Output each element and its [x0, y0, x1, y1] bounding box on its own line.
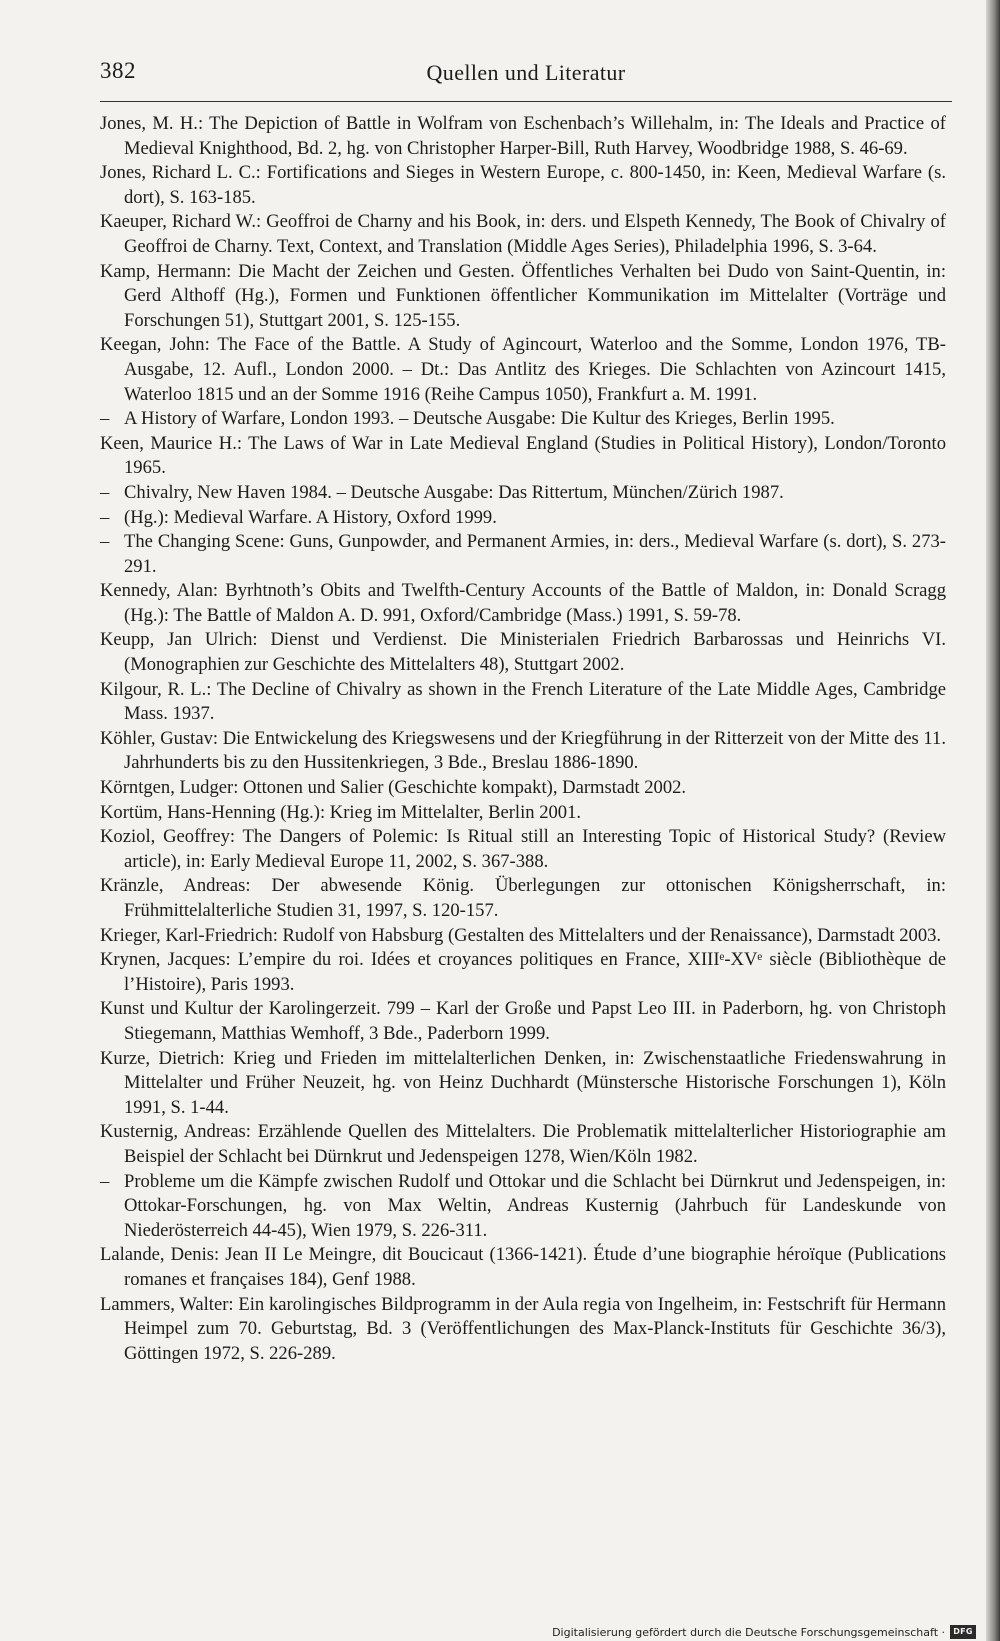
bibliography-entry: [100, 874, 946, 923]
bibliography-entry: [100, 924, 946, 949]
bibliography-entry: [100, 825, 946, 874]
bibliography-subentry: [100, 407, 946, 432]
entry-text: Kränzle, Andreas: Der abwesende König. Überlegungen zur ottonischen Königsherrschaft, in: Frühmittelalterliche Studien 31, 1997, S. 120-157.: [100, 875, 946, 921]
bibliography-entry: [100, 727, 946, 776]
bibliography-entry: [100, 776, 946, 801]
bibliography-entry: [100, 112, 946, 161]
entry-text: Jones, M. H.: The Depiction of Battle in Wolfram von Eschenbach’s Willehalm, in: The Ideals and Practice of Medieval Knighthood, Bd. 2, hg. von Christopher Harper-Bill, Ruth Harvey, Woodbridge 1988, S. 46-69.: [100, 113, 946, 159]
running-head: Quellen und Literatur: [426, 60, 626, 85]
page-number: 382: [100, 58, 136, 83]
bibliography-subentry: [100, 506, 946, 531]
bibliography-subentry: [100, 1170, 946, 1244]
entry-text: Kurze, Dietrich: Krieg und Frieden im mittelalterlichen Denken, in: Zwischenstaatliche Friedenswahrung in Mittelalter und Früher Neuzeit, hg. von Heinz Duchhardt (Münstersche Historische Forschungen 1), Köln 1991, S. 1-44.: [100, 1047, 946, 1118]
page-edge-shadow: [986, 0, 1000, 1641]
bibliography-entry: [100, 1243, 946, 1292]
entry-text: Kaeuper, Richard W.: Geoffroi de Charny and his Book, in: ders. und Elspeth Kennedy, The Book of Chivalry of Geoffroi de Charny. Text, Context, and Translation (Middle Ages Series), Philadelphia 1996, S. 3-64.: [100, 211, 946, 257]
entry-text: (Hg.): Medieval Warfare. A History, Oxford 1999.: [124, 506, 497, 528]
entry-dash: –: [100, 408, 110, 430]
entry-text: Krieger, Karl-Friedrich: Rudolf von Habsburg (Gestalten des Mittelalters und der Renaissance), Darmstadt 2003.: [100, 924, 942, 946]
entry-text: Körntgen, Ludger: Ottonen und Salier (Geschichte kompakt), Darmstadt 2002.: [100, 777, 687, 799]
digitization-footer: [552, 1623, 976, 1641]
entry-text: Keen, Maurice H.: The Laws of War in Late Medieval England (Studies in Political History), London/Toronto 1965.: [100, 432, 946, 479]
entry-text: Probleme um die Kämpfe zwischen Rudolf und Ottokar und die Schlacht bei Dürnkrut und Jedenspeigen, in: Ottokar-Forschungen, hg. von Max Weltin, Andreas Kusternig (Jahrbuch für Landeskunde von Niederösterreich 44-45), Wien 1979, S. 226-311.: [124, 1170, 946, 1241]
bibliography-entry: [100, 801, 946, 826]
bibliography-entry: [100, 1047, 946, 1121]
entry-text: A History of Warfare, London 1993. – Deutsche Ausgabe: Die Kultur des Krieges, Berlin 1995.: [124, 408, 835, 430]
bibliography-entry: [100, 161, 946, 210]
bibliography-list: [100, 112, 946, 1366]
bibliography-entry: [100, 628, 946, 677]
entry-dash: –: [100, 481, 110, 503]
entry-text: Keegan, John: The Face of the Battle. A Study of Agincourt, Waterloo and the Somme, London 1976, TB-Ausgabe, 12. Aufl., London 2000. – Dt.: Das Antlitz des Krieges. Die Schlachten von Azincourt 1415, Waterloo 1815 und an der Somme 1916 (Reihe Campus 1050), Frankfurt a. M. 1991.: [100, 334, 946, 405]
bibliography-entry: [100, 260, 946, 334]
entry-text: Lalande, Denis: Jean II Le Meingre, dit Boucicaut (1366-1421). Étude d’une biographie héroïque (Publications romanes et françaises 184), Genf 1988.: [100, 1244, 946, 1290]
dfg-logo: DFG: [950, 1625, 976, 1639]
bibliography-entry: [100, 210, 946, 259]
bibliography-entry: [100, 333, 946, 407]
footer-text: Digitalisierung gefördert durch die Deutsche Forschungsgemeinschaft ·: [552, 1625, 945, 1639]
entry-text: Kunst und Kultur der Karolingerzeit. 799 – Karl der Große und Papst Leo III. in Paderborn, hg. von Christoph Stiegemann, Matthias Wemhoff, 3 Bde., Paderborn 1999.: [100, 998, 946, 1044]
entry-dash: –: [100, 531, 110, 553]
entry-text: Kamp, Hermann: Die Macht der Zeichen und Gesten. Öffentliches Verhalten bei Dudo von Saint-Quentin, in: Gerd Althoff (Hg.), Formen und Funktionen öffentlicher Kommunikation im Mittelalter (Vorträge und Forschungen 51), Stuttgart 2001, S. 125-155.: [100, 260, 946, 331]
entry-text: Kennedy, Alan: Byrhtnoth’s Obits and Twelfth-Century Accounts of the Battle of Maldon, in: Donald Scragg (Hg.): The Battle of Maldon A. D. 991, Oxford/Cambridge (Mass.) 1991, S. 59-78.: [100, 580, 946, 626]
header-rule: [100, 101, 952, 102]
entry-dash: –: [100, 506, 110, 528]
bibliography-entry: [100, 1120, 946, 1169]
bibliography-entry: [100, 948, 946, 997]
entry-text: Krynen, Jacques: L’empire du roi. Idées et croyances politiques en France, XIIIᵉ-XVᵉ siècle (Bibliothèque de l’Histoire), Paris 1993.: [100, 949, 946, 995]
entry-text: Kortüm, Hans-Henning (Hg.): Krieg im Mittelalter, Berlin 2001.: [100, 801, 582, 823]
entry-dash: –: [100, 1170, 110, 1192]
page-header: [100, 58, 952, 98]
bibliography-entry: [100, 579, 946, 628]
entry-text: Lammers, Walter: Ein karolingisches Bildprogramm in der Aula regia von Ingelheim, in: Festschrift für Hermann Heimpel zum 70. Geburtstag, Bd. 3 (Veröffentlichungen des Max-Planck-Instituts für Geschichte 36/3), Göttingen 1972, S. 226-289.: [100, 1293, 946, 1364]
bibliography-entry: [100, 997, 946, 1046]
bibliography-entry: [100, 432, 946, 481]
entry-text: Koziol, Geoffrey: The Dangers of Polemic: Is Ritual still an Interesting Topic of Historical Study? (Review article), in: Early Medieval Europe 11, 2002, S. 367-388.: [100, 826, 946, 872]
entry-text: Kilgour, R. L.: The Decline of Chivalry as shown in the French Literature of the Late Middle Ages, Cambridge Mass. 1937.: [100, 678, 946, 725]
entry-text: The Changing Scene: Guns, Gunpowder, and Permanent Armies, in: ders., Medieval Warfare (s. dort), S. 273-291.: [124, 531, 946, 577]
entry-text: Keupp, Jan Ulrich: Dienst und Verdienst. Die Ministerialen Friedrich Barbarossas und Heinrichs VI. (Monographien zur Geschichte des Mittelalters 48), Stuttgart 2002.: [100, 629, 946, 676]
bibliography-subentry: [100, 481, 946, 506]
entry-text: Jones, Richard L. C.: Fortifications and Sieges in Western Europe, c. 800-1450, in: Keen, Medieval Warfare (s. dort), S. 163-185.: [100, 162, 946, 208]
entry-text: Köhler, Gustav: Die Entwickelung des Kriegswesens und der Kriegführung in der Ritterzeit von der Mitte des 11. Jahrhunderts bis zu den Hussitenkriegen, 3 Bde., Breslau 1886-1890.: [100, 727, 946, 774]
bibliography-entry: [100, 678, 946, 727]
entry-text: Kusternig, Andreas: Erzählende Quellen des Mittelalters. Die Problematik mittelalterlicher Historiographie am Beispiel der Schlacht bei Dürnkrut und Jedenspeigen 1278, Wien/Köln 1982.: [100, 1121, 946, 1167]
entry-text: Chivalry, New Haven 1984. – Deutsche Ausgabe: Das Rittertum, München/Zürich 1987.: [124, 481, 784, 503]
bibliography-subentry: [100, 530, 946, 579]
bibliography-entry: [100, 1293, 946, 1367]
